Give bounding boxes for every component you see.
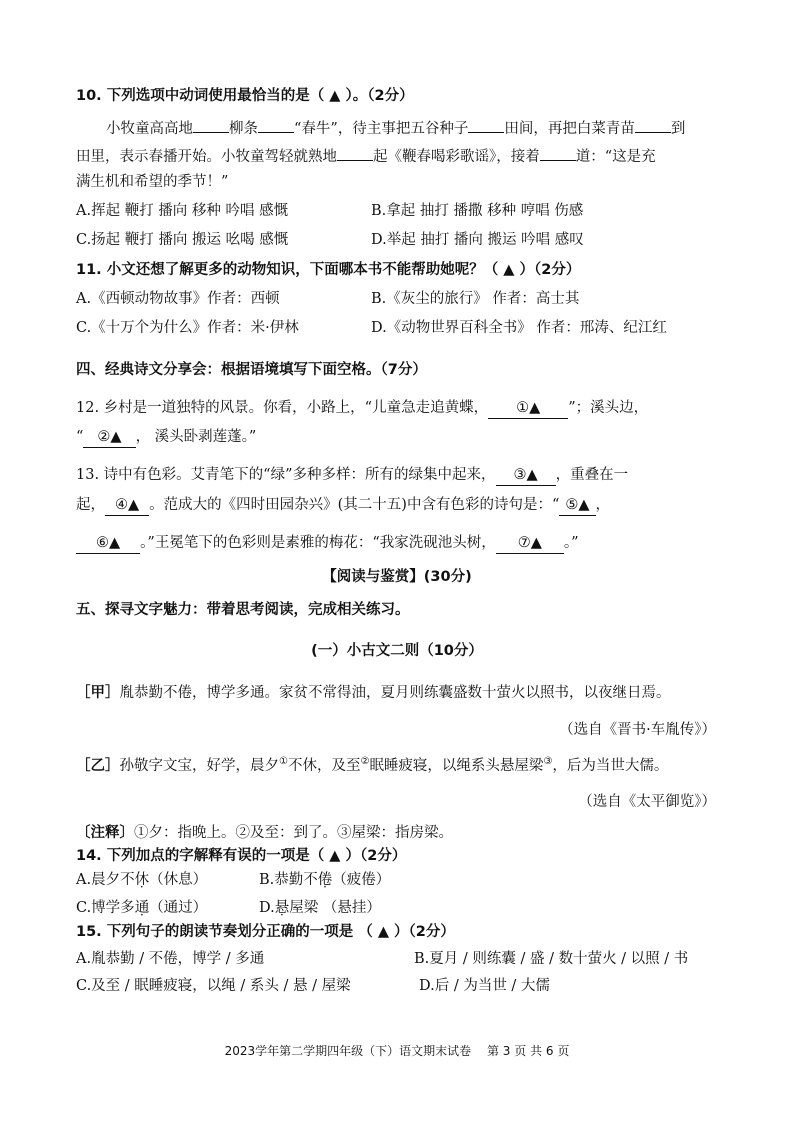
blank [468,116,504,133]
q11-option-c: C.《十万个为什么》作者：米·伊林 [76,320,299,336]
q14-option-a: A.晨夕不休（休息） [76,872,208,888]
q13-line2: 起， ④▲ 。范成大的《四时田园杂兴》(其二十五)中含有色彩的诗句是：“ ⑤▲ ， [76,495,610,516]
q14-option-c: C.博学多通（通过） [76,900,208,916]
passage-yi: ［乙］孙敬字文宝，好学，晨夕①不休，及至②眠睡疲寝，以绳系头悬屋梁③，后为当世大儒。 [76,756,669,774]
answer-blank-1: ①▲ [488,398,568,419]
answer-blank-5: ⑤▲ [559,495,595,516]
blank [193,116,229,133]
sub-section-heading: (一）小古文二则（10分） [311,643,483,659]
page-footer: 2023学年第二学期四年级（下）语文期末试卷 第 3 页 共 6 页 [224,1044,570,1058]
q10-passage-line2: 田里，表示春播开始。小牧童驾轻就熟地 起《鞭春喝彩歌谣》，接着 道：“这是充 [76,144,656,167]
answer-blank-3: ③▲ [496,465,556,486]
q10-passage-line1: 小牧童高高地 柳条 “春牛”，待主事把五谷种子 田间，再把白菜青苗 到 [106,116,685,139]
passage-jia: ［甲］胤恭勤不倦，博学多通。家贫不常得油，夏月则练囊盛数十萤火以照书，以夜继日焉。 [76,685,671,701]
answer-blank-4: ④▲ [105,495,149,516]
q10-option-d: D.举起 抽打 播向 搬运 吟唱 感叹 [371,232,584,248]
q14-title: 14. 下列加点的字解释有误的一项是（ ▲ ）（2分） [76,848,407,864]
q15-option-b: B.夏月 / 则练囊 / 盛 / 数十萤火 / 以照 / 书 [414,951,689,967]
answer-blank-2: ②▲ [83,427,135,448]
q10-option-c: C.扬起 鞭打 播向 搬运 吆喝 感慨 [76,232,289,248]
answer-blank-7: ⑦▲ [496,533,564,554]
q11-option-a: A.《西顿动物故事》作者：西顿 [76,291,280,307]
passage-yi-source: （选自《太平御览》） [578,794,716,810]
q15-option-c: C.及至 / 眠睡疲寝，以绳 / 系头 / 悬 / 屋梁 [76,978,351,994]
q13-line3: ⑥▲ 。”王冕笔下的色彩则是素雅的梅花：“我家洗砚池头树， ⑦▲ 。” [76,533,579,554]
q10-title: 10. 下列选项中动词使用最恰当的是（ ▲ ）。（2分） [76,88,414,104]
blank [258,116,294,133]
q10-option-a: A.挥起 鞭打 播向 移种 吟唱 感慨 [76,203,289,219]
q14-option-b: B.恭勤不倦（疲倦） [259,872,391,888]
annotation-notes: 〔注释〕①夕：指晚上。②及至：到了。③屋梁：指房梁。 [76,825,453,841]
section-five-heading: 五、探寻文字魅力：带着思考阅读，完成相关练习。 [76,602,410,618]
q10-passage-line3: 满生机和希望的季节！” [76,174,229,190]
q11-title: 11. 小文还想了解更多的动物知识，下面哪本书不能帮助她呢？（ ▲ ）（2分） [76,262,581,278]
q13-line1: 13. 诗中有色彩。艾青笔下的“绿”多种多样：所有的绿集中起来， ③▲ ，重叠在一 [76,465,628,486]
q11-option-d: D.《动物世界百科全书》 作者：邢涛、纪江红 [371,320,667,336]
q12-line2: “ ②▲ ， 溪头卧剥莲蓬。” [76,427,256,448]
passage-jia-source: （选自《晋书·车胤传》） [559,722,716,738]
section-four-heading: 四、经典诗文分享会：根据语境填写下面空格。（7分） [76,362,427,378]
blank [540,144,576,161]
answer-blank-6: ⑥▲ [76,533,140,554]
q15-title: 15. 下列句子的朗读节奏划分正确的一项是 （ ▲ ）（2分） [76,924,455,940]
q15-option-a: A.胤恭勤 / 不倦，博学 / 多通 [76,951,265,967]
blank [635,116,671,133]
q14-option-d: D.悬屋梁 （悬挂） [259,900,381,916]
q15-option-d: D.后 / 为当世 / 大儒 [419,978,550,994]
q11-option-b: B.《灰尘的旅行》 作者：高士其 [371,291,580,307]
reading-section-header: 【阅读与鉴赏】(30分) [322,569,472,585]
q12-line1: 12. 乡村是一道独特的风景。你看，小路上，“儿童急走追黄蝶， ①▲ ”；溪头边， [76,398,648,419]
q10-option-b: B.拿起 抽打 播撒 移种 哼唱 伤感 [371,203,584,219]
blank [337,144,373,161]
